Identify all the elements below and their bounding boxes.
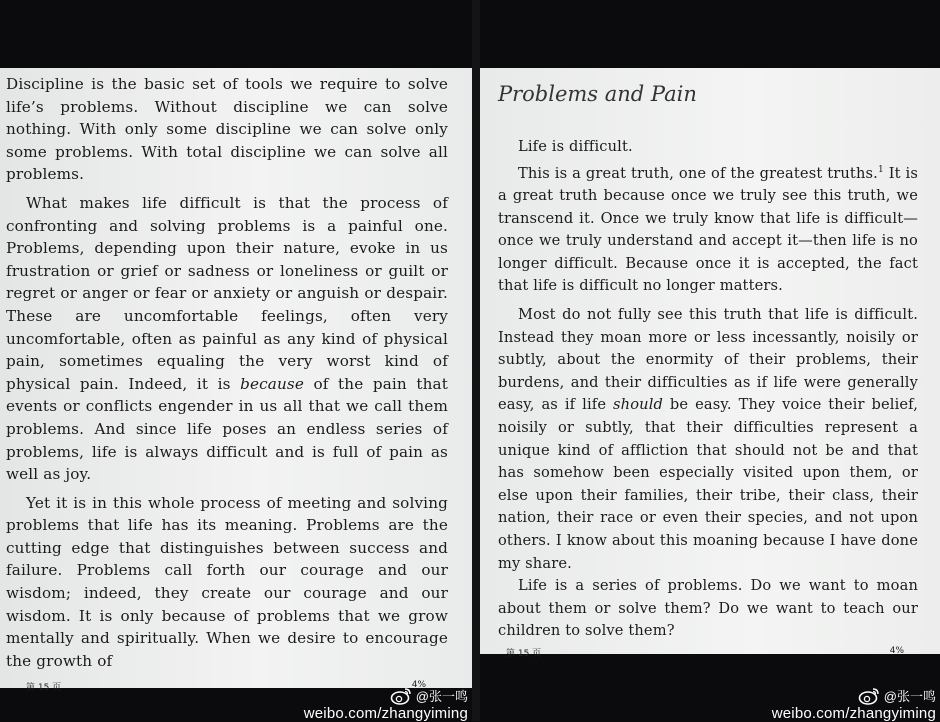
text-run: This is a great truth, one of the greatest truths. [518,164,878,182]
paragraph-series-of-problems: Life is a series of problems. Do we want to moan about them or solve them? Do we want to teach our children to solve them? [498,577,918,640]
page-number: 第 15 页 [26,683,62,693]
watermark-url: weibo.com/zhangyiming [303,705,468,722]
watermark-handle-row [300,686,468,705]
watermark-handle: @张一鸣 [883,689,936,704]
paragraph-meaning: Yet it is in this whole process of meeting and solving problems that life has its meaning. Problems are the cutting edge that distinguishes between success and failure. Problems call forth our courage and our wisdom; indeed, they create our courage and our wisdom. It is only because of problems that we grow mentally and spiritually. When we desire to encourage the growth of [6,493,448,670]
watermark-handle-row [768,686,936,705]
text-run: Most do not fully see this truth that life is difficult. Instead they moan more or less incessantly, noisily or subtly, about the enormity of their problems, their burdens, and their difficulties as if life were generally easy, as if life [498,306,918,414]
paragraph-moan [498,304,918,575]
paragraph-life-difficult [6,192,448,486]
paragraph-great-truth [498,159,918,298]
chapter-title: Problems and Pain [498,82,697,106]
text-run: What makes life difficult is that the process of confronting and solving problems is a painful one. Problems, depending upon their nature, evoke in us frustration or grief or sadness or loneliness or guilt or regret or anger or fear or anxiety or anguish or despair. These are uncomfortable feelings, often very uncomfortable, often as painful as any kind of physical pain, sometimes equaling the very worst kind of physical pain. Indeed, it is [6,193,448,393]
paragraph-life-is-difficult: Life is difficult. [518,138,633,155]
emphasis-should: should [613,396,664,414]
reading-progress: 4% [411,680,426,690]
watermark-url: weibo.com/zhangyiming [771,705,936,722]
paragraph-discipline: Discipline is the basic set of tools we require to solve life’s problems. Without discipline we can solve nothing. With only some discipline we can solve only some problems. With total discipline we can solve all problems. [6,75,448,184]
photo-divider [472,0,480,721]
weibo-watermark-right [768,686,936,722]
text-run: be easy. They voice their belief, noisily or subtly, that their difficulties represent a unique kind of affliction that should not be and that has somehow been especially visited upon them, or else upon their families, their tribe, their class, their nation, their race or even their species, and not upon others. I know about this moaning because I have done my share. [498,396,919,572]
text-run: of the pain that events or conflicts engender in us all that we call them problems. And since life poses an endless series of problems, life is always difficult and is full of pain as well as joy. [6,374,448,484]
page-number: 第 15 页 [506,649,542,659]
weibo-logo-icon [390,687,412,705]
weibo-logo-icon [858,687,880,705]
reading-progress: 4% [889,646,904,656]
emphasis-because: because [240,374,304,393]
ereader-page-right [480,68,940,659]
weibo-watermark-left [300,686,468,722]
watermark-handle: @张一鸣 [415,689,468,704]
footnote-mark[interactable]: 1 [877,164,884,175]
ereader-page-left [0,68,472,693]
text-run: It is a great truth because once we truly see this truth, we transcend it. Once we truly know that life is difficult—once we truly understand and accept it—then life is no longer difficult. Because once it is accepted, the fact that life is difficult no longer matters. [498,164,918,295]
